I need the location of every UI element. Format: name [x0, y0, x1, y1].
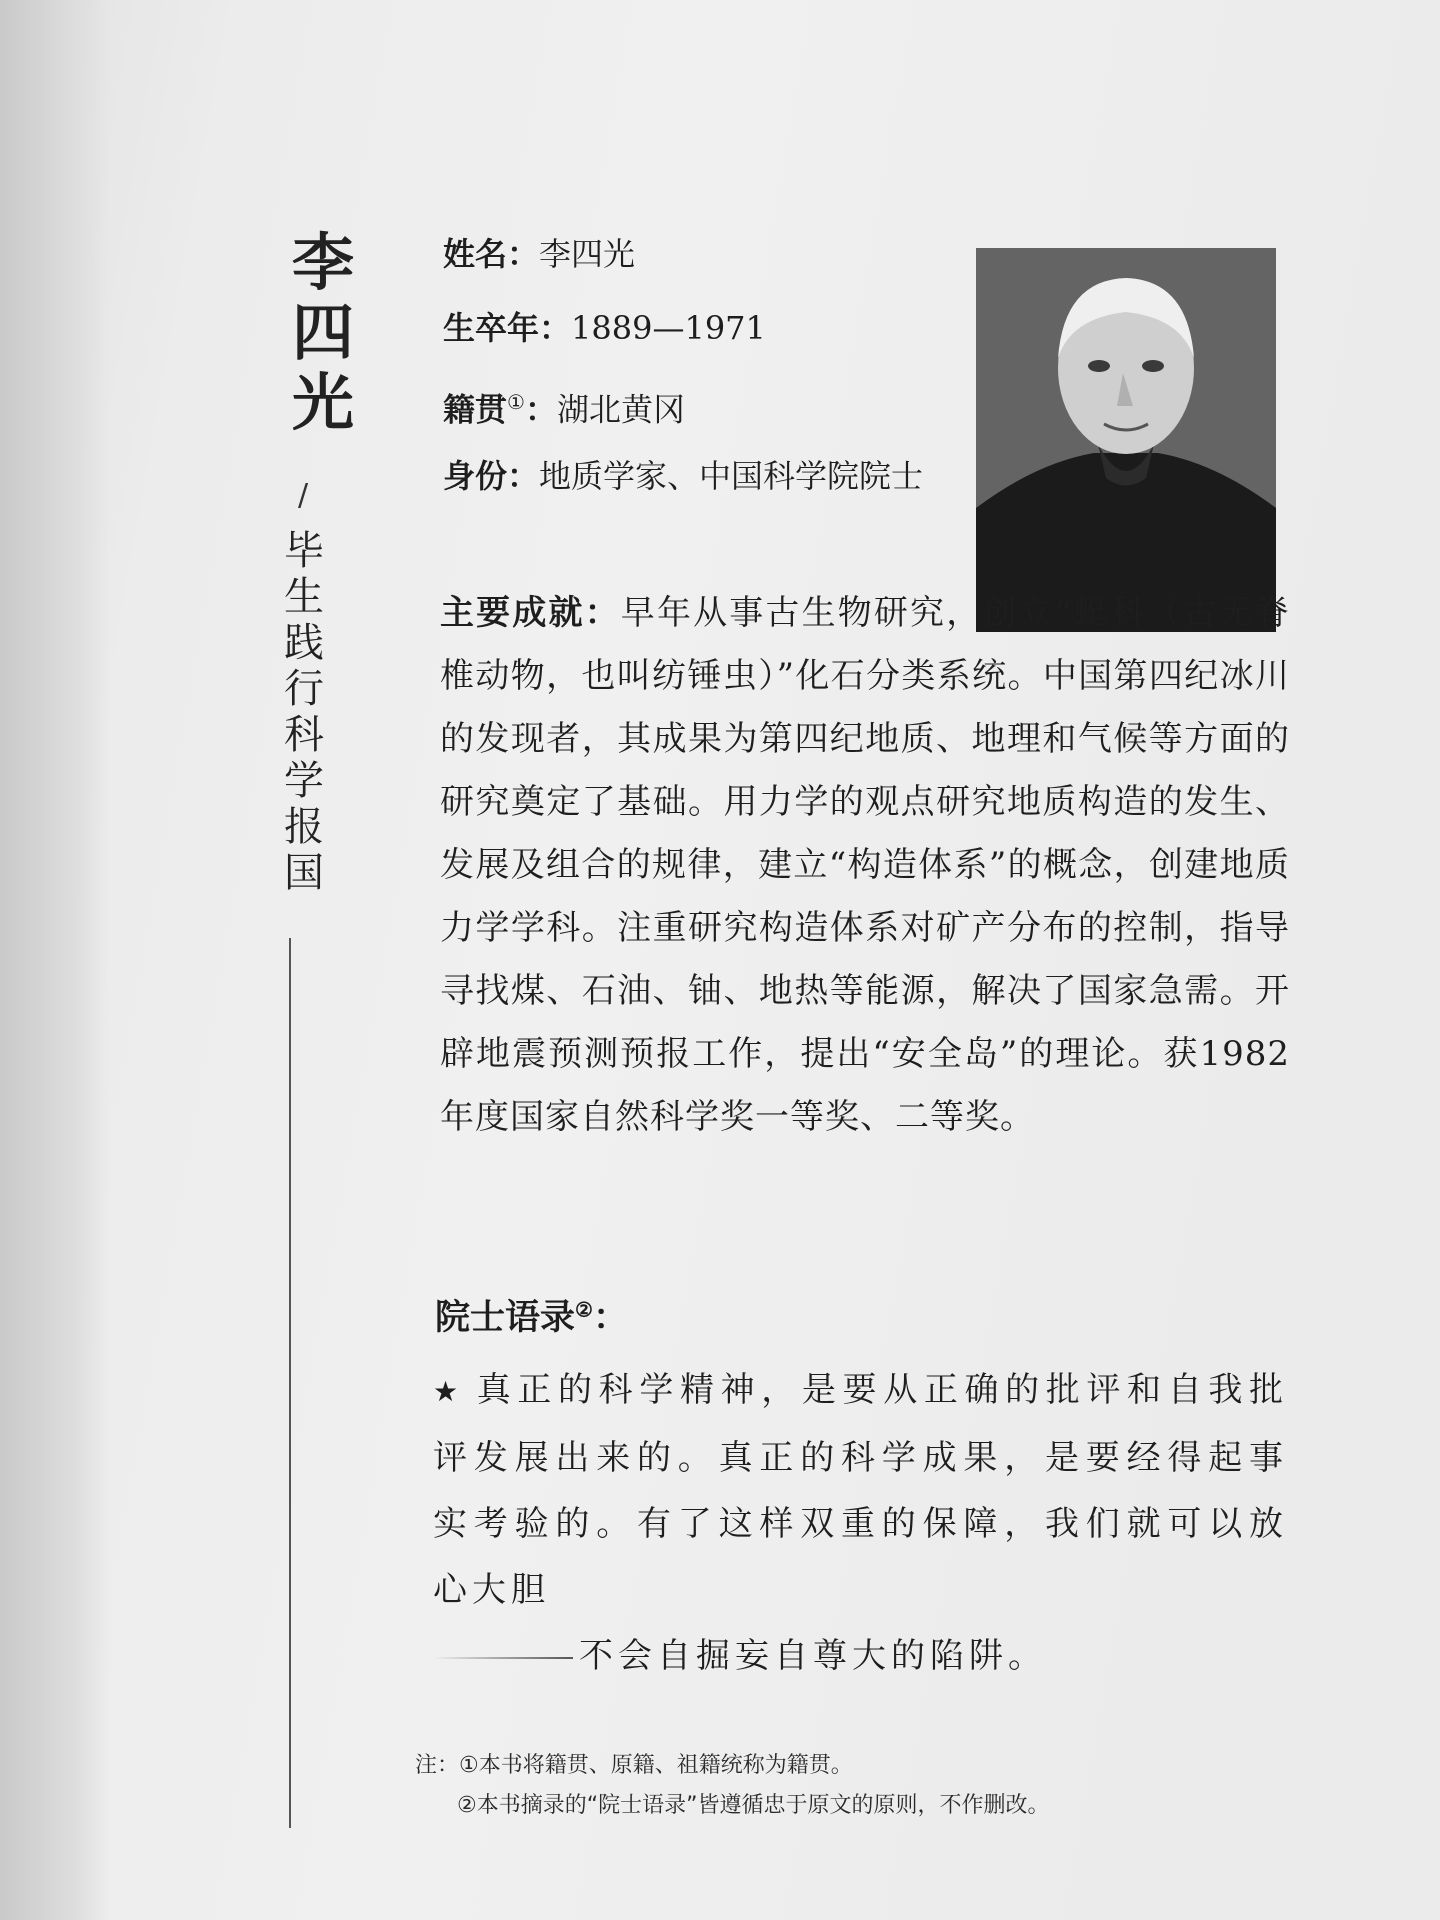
vertical-name-title	[278, 228, 368, 438]
vertical-divider	[289, 938, 291, 1828]
note-2-text: ②本书摘录的“院士语录”皆遵循忠于原文的原则，不作删改。	[457, 1793, 1050, 1818]
footnote-marker: ①	[507, 390, 525, 414]
subtitle-char: 毕	[284, 528, 324, 574]
subtitle-char: 科	[284, 712, 324, 758]
subtitle-char: 报	[284, 804, 324, 850]
native-colon: ：	[524, 390, 557, 429]
subtitle-char: 践	[284, 620, 324, 666]
achievement-text: 早年从事古生物研究，创立“蜓科（古无脊椎动物，也叫纺锤虫）”化石分类系统。中国第四纪冰川的发现者，其成果为第四纪地质、地理和气候等方面的研究奠定了基础。用力学的观点研究地质构造的发生、发展及组合的规律，建立“构造体系”的概念，创建地质力学学科。注重研究构造体系对矿产分布的控制，指导寻找煤、石油、铀、地热等能源，解决了国家急需。开辟地震预测预报工作，提出“安全岛”的理论。获1982年度国家自然科学奖一等奖、二等奖。	[440, 593, 1291, 1137]
portrait-photo	[976, 248, 1276, 632]
star-icon: ★	[433, 1375, 465, 1408]
dash-line	[433, 1657, 573, 1659]
notes-prefix: 注：	[415, 1753, 460, 1778]
note-1-text: ①本书将籍贯、原籍、祖籍统称为籍贯。	[459, 1753, 853, 1778]
title-char: 四	[291, 296, 354, 369]
native-value: 湖北黄冈	[556, 390, 685, 429]
name-row	[443, 228, 983, 302]
subtitle-char: 国	[284, 850, 324, 896]
achievement-label: 主要成就：	[440, 593, 621, 633]
life-label: 生卒年：	[443, 309, 572, 347]
main-achievements	[440, 582, 1290, 1149]
name-label: 姓名：	[443, 235, 540, 273]
quote-attribution-line	[433, 1623, 1288, 1689]
identity-row	[443, 450, 933, 570]
quote-heading-text: 院士语录	[435, 1297, 576, 1338]
name-value: 李四光	[539, 235, 636, 273]
title-char: 李	[291, 226, 354, 299]
portrait-image	[976, 248, 1276, 632]
subtitle-char: 生	[284, 574, 324, 620]
footnote-1	[415, 1746, 1315, 1786]
subtitle-char: 学	[284, 758, 324, 804]
academician-quote	[433, 1357, 1288, 1689]
quote-heading	[435, 1290, 628, 1340]
page-gutter-shadow	[0, 0, 110, 1920]
footnote-marker: ②	[575, 1297, 593, 1322]
identity-label: 身份：	[443, 457, 540, 495]
title-slash: /	[298, 478, 309, 513]
vertical-subtitle	[282, 528, 326, 896]
title-char: 光	[291, 366, 354, 439]
quote-heading-colon: ：	[592, 1297, 628, 1338]
subtitle-char: 行	[284, 666, 324, 712]
life-value: 1889—1971	[571, 309, 766, 347]
quote-text: 真正的科学精神，是要从正确的批评和自我批评发展出来的。真正的科学成果，是要经得起事实考验的。有了这样双重的保障，我们就可以放心大胆	[433, 1370, 1288, 1610]
profile-info	[443, 228, 983, 570]
footnotes	[415, 1746, 1315, 1826]
identity-value: 地质学家、中国科学院院士	[539, 457, 924, 495]
footnote-2	[415, 1786, 1315, 1826]
quote-attribution: 不会自掘妄自尊大的陷阱。	[579, 1636, 1047, 1676]
native-row	[443, 376, 983, 450]
life-row	[443, 302, 983, 376]
native-label: 籍贯	[443, 390, 508, 429]
